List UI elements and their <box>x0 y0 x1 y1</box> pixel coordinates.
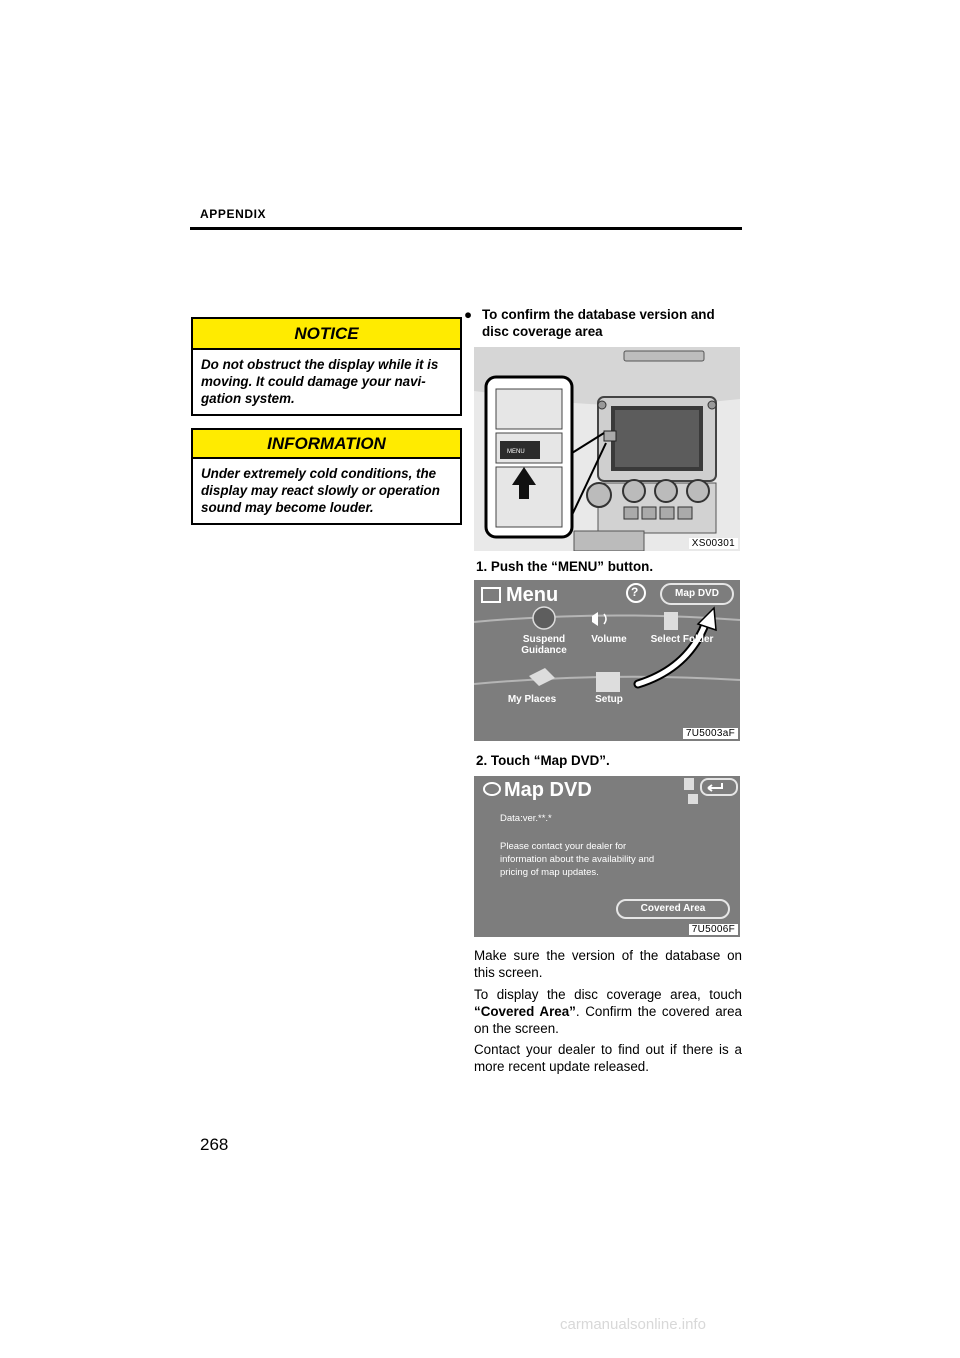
data-version: Data:ver.**.* <box>500 813 552 824</box>
paragraph-coverage-start: To display the disc coverage area, touch <box>474 987 742 1002</box>
figure-code: 7U5006F <box>689 924 738 935</box>
menu-screen-figure <box>474 580 740 741</box>
select-folder-button[interactable]: Select Folder <box>650 634 714 645</box>
setup-button[interactable]: Setup <box>595 694 623 705</box>
figure-code: 7U5003aF <box>683 728 738 739</box>
my-places-button[interactable]: My Places <box>507 694 557 705</box>
map-dvd-screen-title: Map DVD <box>504 779 592 801</box>
paragraph-dealer: Contact your dealer to find out if there is a more recent update released. <box>474 1042 742 1074</box>
dealer-message: Please contact your dealer for information about the availability and pricing of map updates. <box>500 841 655 878</box>
notice-title: NOTICE <box>193 319 460 350</box>
watermark: carmanualsonline.info <box>560 1316 706 1333</box>
help-icon[interactable]: ? <box>631 585 639 599</box>
page-number: 268 <box>200 1135 229 1154</box>
header-rule <box>190 227 742 230</box>
notice-text: Do not obstruct the display while it is moving. It could damage your navi-gation system. <box>201 357 439 406</box>
information-title: INFORMATION <box>193 430 460 459</box>
bullet-text: To confirm the database version and disc coverage area <box>482 307 715 339</box>
step-1: 1. Push the “MENU” button. <box>476 559 654 574</box>
back-button[interactable] <box>700 778 738 796</box>
covered-area-term: “Covered Area” <box>474 1004 576 1019</box>
map-dvd-screen-figure <box>474 776 740 937</box>
dashboard-figure <box>474 347 740 551</box>
paragraph-version: Make sure the version of the database on this screen. <box>474 948 742 980</box>
figure-code: XS00301 <box>689 538 738 549</box>
information-text: Under extremely cold conditions, the display may react slowly or operation sound may become louder. <box>201 466 440 515</box>
bullet-icon: ● <box>464 307 473 322</box>
notice-box <box>191 317 462 416</box>
menu-button-label: MENU <box>507 449 525 455</box>
bullet-heading <box>464 306 742 340</box>
paragraph-coverage-end: . Confirm the covered area on the screen. <box>474 1004 742 1036</box>
volume-button[interactable]: Volume <box>591 634 627 645</box>
paragraph-coverage <box>474 986 742 1037</box>
covered-area-button[interactable]: Covered Area <box>616 899 730 919</box>
suspend-guidance-button[interactable]: Suspend Guidance <box>521 634 567 656</box>
step-2: 2. Touch “Map DVD”. <box>476 753 610 768</box>
menu-screen-title: Menu <box>506 584 559 606</box>
section-title: APPENDIX <box>200 207 267 221</box>
information-box <box>191 428 462 525</box>
map-dvd-button[interactable]: Map DVD <box>660 583 734 605</box>
dashboard-illustration <box>474 347 740 551</box>
